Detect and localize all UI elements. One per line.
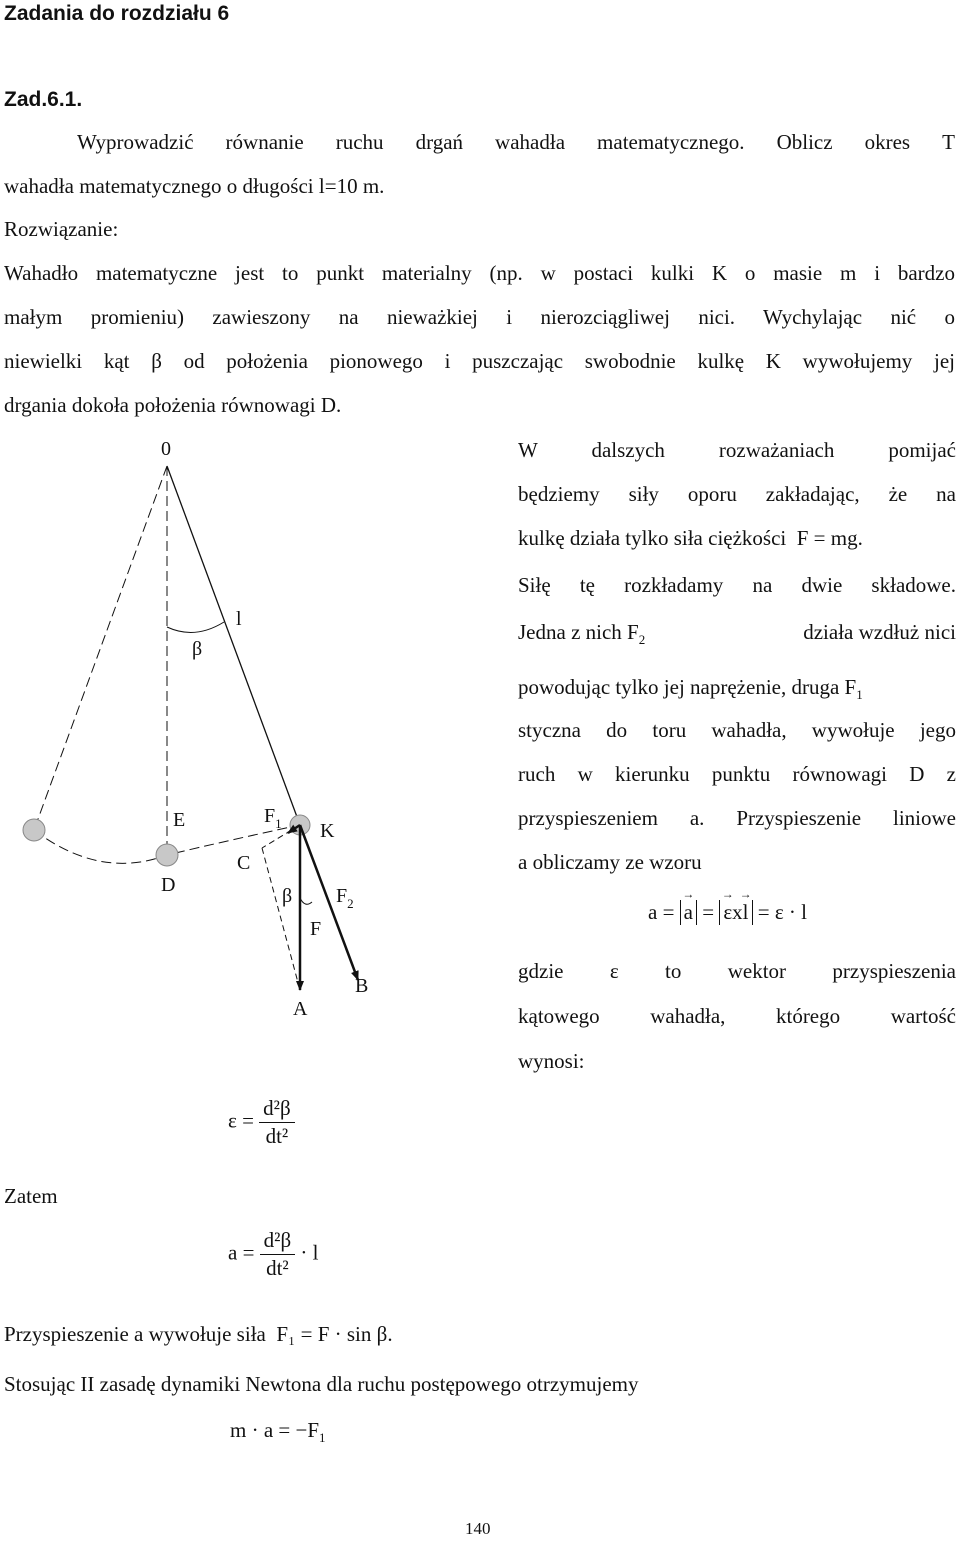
rc-line-12: kątowego wahadła, którego wartość xyxy=(518,1004,956,1028)
task-line-1: Wyprowadzić równanie ruchu drgań wahadła matematycznego. Oblicz okres T xyxy=(77,130,955,154)
task-line-2: wahadła matematycznego o długości l=10 m. xyxy=(4,174,385,198)
pendulum-diagram xyxy=(0,430,510,1030)
newton-line: Stosując II zasadę dynamiki Newtona dla ruchu postępowego otrzymujemy xyxy=(4,1372,639,1396)
linear-acceleration-equation: a = $\frac{\text{d²β}}{\text{dt²}}$ · l xyxy=(228,1228,319,1280)
angular-acceleration-equation: ε = $\frac{\text{d²β}}{\text{dt²}}$ xyxy=(228,1096,295,1149)
rc-line-1: W dalszych rozważaniach pomijać xyxy=(518,438,956,462)
label-e: E xyxy=(173,809,186,831)
page-number: 140 xyxy=(465,1519,491,1538)
solution-label: Rozwiązanie: xyxy=(4,217,119,241)
rc-line-7: styczna do toru wahadła, wywołuje jego xyxy=(518,718,956,742)
angle-arc-beta-2 xyxy=(300,898,312,904)
dashed-parallelogram-2 xyxy=(262,848,300,990)
angle-arc-beta xyxy=(167,622,224,632)
label-d: D xyxy=(161,874,176,896)
label-f1: $F_1$ xyxy=(264,805,282,831)
label-beta-2: β xyxy=(282,885,293,907)
intro-line-3: niewielki kąt β od położenia pionowego i puszczając swobodnie kulkę K wywołujemy jej xyxy=(4,349,955,373)
label-f2: $F_2$ xyxy=(336,885,354,911)
ball-left xyxy=(23,819,45,841)
label-beta: β xyxy=(192,638,203,660)
label-origin: 0 xyxy=(161,438,171,460)
ball-equilibrium xyxy=(156,844,178,866)
task-label: Zad.6.1. xyxy=(4,88,83,111)
intro-line-1: Wahadło matematyczne jest to punkt materialny (np. w postaci kulki K o masie m i bardzo xyxy=(4,261,955,285)
rc-line-4: Siłę tę rozkładamy na dwie składowe. xyxy=(518,573,956,597)
intro-line-4: drgania dokoła położenia równowagi D. xyxy=(4,393,342,417)
zatem-label: Zatem xyxy=(4,1184,58,1208)
pendulum-string xyxy=(167,466,300,825)
label-b: B xyxy=(355,975,369,997)
newton-equation: $m \cdot a = -F_1$ xyxy=(230,1418,326,1446)
label-a: A xyxy=(293,998,308,1020)
label-c: C xyxy=(237,852,251,874)
label-f: F xyxy=(310,918,322,940)
rc-line-8: ruch w kierunku punktu równowagi D z xyxy=(518,762,956,786)
linear-acceleration-formula: a = → a = → εx→ l = ε · l xyxy=(648,900,807,925)
intro-line-2: małym promieniu) zawieszony na nieważkiej i nierozciągliwej nici. Wychylając nić o xyxy=(4,305,955,329)
rc-line-11: gdzie ε to wektor przyspieszenia xyxy=(518,959,956,983)
rc-line-3: kulkę działa tylko siła ciężkości F = mg. xyxy=(518,526,863,550)
rc-line-13: wynosi: xyxy=(518,1049,585,1073)
rc-line-5: Jedna z nich $F_2$ działa wzdłuż nici xyxy=(518,620,956,648)
rc-line-6: powodując tylko jej naprężenie, druga $F_1$ xyxy=(518,675,863,703)
left-dashed-string xyxy=(34,466,167,830)
weight-formula: F = mg xyxy=(796,526,858,550)
force-formula: F₁ = F · sin β xyxy=(276,1322,388,1346)
rc-line-10: a obliczamy ze wzoru xyxy=(518,850,702,874)
section-title: Zadania do rozdziału 6 xyxy=(4,2,230,25)
label-k: K xyxy=(320,820,335,842)
rc-line-9: przyspieszeniem a. Przyspieszenie liniowe xyxy=(518,806,956,830)
rc-line-2: będziemy siły oporu zakładając, że na xyxy=(518,482,956,506)
force-line: Przyspieszenie a wywołuje siła F₁ = F · sin β. xyxy=(4,1322,393,1346)
label-l: l xyxy=(236,608,242,630)
